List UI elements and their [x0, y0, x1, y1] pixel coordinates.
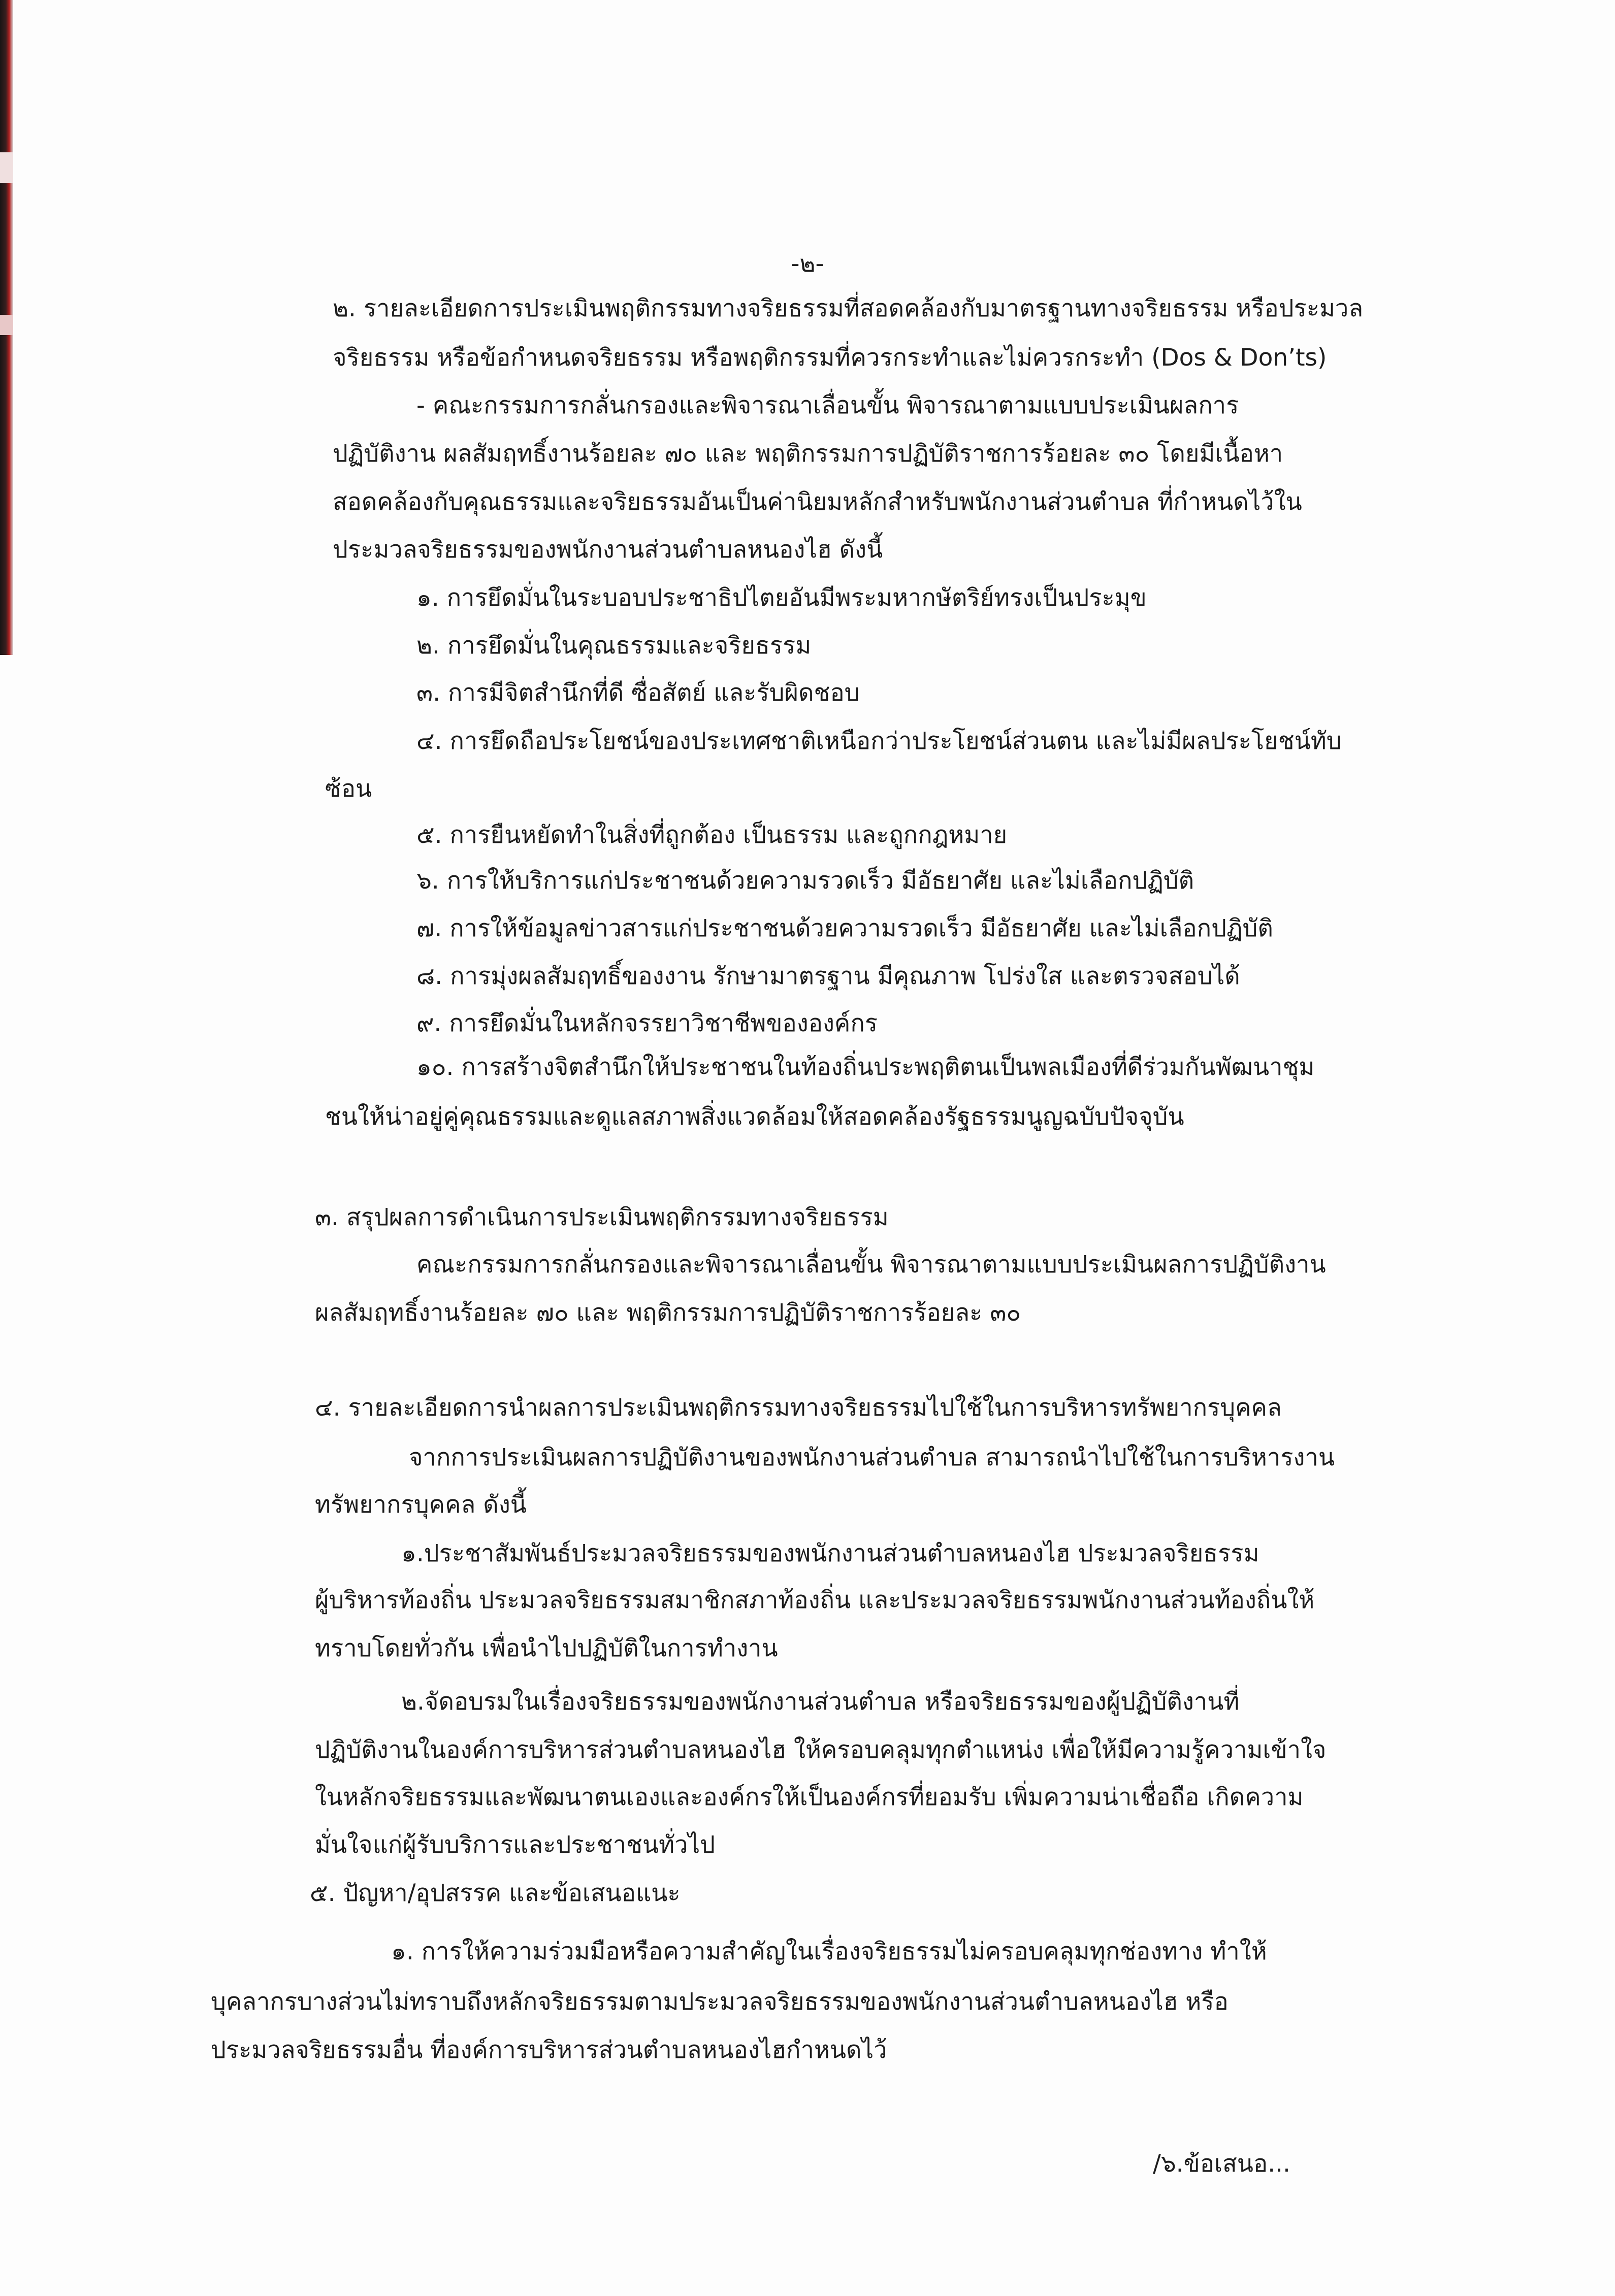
ethics-item-4: ๔. การยึดถือประโยชน์ของประเทศชาติเหนือกว่าประโยชน์ส่วนตน และไม่มีผลประโยชน์ทับ — [416, 727, 1342, 755]
ethics-item-10-cont: ชนให้น่าอยู่คู่คุณธรรมและดูแลสภาพสิ่งแวดล้อมให้สอดคล้องรัฐธรรมนูญฉบับปัจจุบัน — [325, 1103, 1184, 1131]
page-number: -๒- — [791, 250, 824, 278]
section2-paragraph: - คณะกรรมการกลั่นกรองและพิจารณาเลื่อนขั้น พิจารณาตามแบบประเมินผลการ — [416, 391, 1239, 419]
section5-item-1: ๑. การให้ความร่วมมือหรือความสำคัญในเรื่องจริยธรรมไม่ครอบคลุมทุกช่องทาง ทำให้ — [391, 1938, 1267, 1965]
section4-item-2-line: ในหลักจริยธรรมและพัฒนาตนเองและองค์กรให้เป็นองค์กรที่ยอมรับ เพิ่มความน่าเชื่อถือ เกิดความ — [315, 1783, 1304, 1811]
ethics-item-1: ๑. การยึดมั่นในระบอบประชาธิปไตยอันมีพระมหากษัตริย์ทรงเป็นประมุข — [416, 584, 1147, 612]
section4-paragraph: จากการประเมินผลการปฏิบัติงานของพนักงานส่วนตำบล สามารถนำไปใช้ในการบริหารงาน — [409, 1444, 1335, 1471]
ethics-item-5: ๕. การยืนหยัดทำในสิ่งที่ถูกต้อง เป็นธรรม และถูกกฎหมาย — [416, 821, 1008, 849]
ethics-item-4-cont: ซ้อน — [325, 775, 372, 803]
section4-item-1: ๑.ประชาสัมพันธ์ประมวลจริยธรรมของพนักงานส่วนตำบลหนองไฮ ประมวลจริยธรรม — [401, 1539, 1259, 1567]
section4-heading: ๔. รายละเอียดการนำผลการประเมินพฤติกรรมทางจริยธรรมไปใช้ในการบริหารทรัพยากรบุคคล — [315, 1394, 1282, 1422]
ethics-item-6: ๖. การให้บริการแก่ประชาชนด้วยความรวดเร็ว มีอัธยาศัย และไม่เลือกปฏิบัติ — [416, 867, 1194, 895]
ethics-item-8: ๘. การมุ่งผลสัมฤทธิ์ของงาน รักษามาตรฐาน มีคุณภาพ โปร่งใส และตรวจสอบได้ — [416, 962, 1240, 990]
section4-item-1-line: ผู้บริหารท้องถิ่น ประมวลจริยธรรมสมาชิกสภาท้องถิ่น และประมวลจริยธรรมพนักงานส่วนท้องถิ่นให้ — [315, 1586, 1315, 1614]
ethics-item-2: ๒. การยึดมั่นในคุณธรรมและจริยธรรม — [416, 632, 812, 660]
section5-item-1-line: ประมวลจริยธรรมอื่น ที่องค์การบริหารส่วนตำบลหนองไฮกำหนดไว้ — [211, 2036, 887, 2064]
section5-item-1-line: บุคลากรบางส่วนไม่ทราบถึงหลักจริยธรรมตามประมวลจริยธรรมของพนักงานส่วนตำบลหนองไฮ หรือ — [211, 1988, 1229, 2016]
section2-paragraph-line: ปฏิบัติงาน ผลสัมฤทธิ์งานร้อยละ ๗๐ และ พฤติกรรมการปฏิบัติราชการร้อยละ ๓๐ โดยมีเนื้อหา — [333, 440, 1283, 468]
scan-edge-gap — [0, 152, 13, 183]
continuation-note: /๖.ข้อเสนอ... — [1153, 2150, 1290, 2178]
section3-paragraph-line: ผลสัมฤทธิ์งานร้อยละ ๗๐ และ พฤติกรรมการปฏิบัติราชการร้อยละ ๓๐ — [315, 1299, 1021, 1327]
section2-heading-cont: จริยธรรม หรือข้อกำหนดจริยธรรม หรือพฤติกรรมที่ควรกระทำและไม่ควรกระทำ (Dos & Don’ts) — [333, 344, 1327, 372]
section2-heading: ๒. รายละเอียดการประเมินพฤติกรรมทางจริยธรรมที่สอดคล้องกับมาตรฐานทางจริยธรรม หรือประมวล — [333, 294, 1364, 322]
section2-paragraph-line: สอดคล้องกับคุณธรรมและจริยธรรมอันเป็นค่านิยมหลักสำหรับพนักงานส่วนตำบล ที่กำหนดไว้ใน — [333, 488, 1302, 516]
section4-item-2-line: มั่นใจแก่ผู้รับบริการและประชาชนทั่วไป — [315, 1831, 715, 1859]
scan-edge-gap — [0, 315, 13, 335]
section3-paragraph: คณะกรรมการกลั่นกรองและพิจารณาเลื่อนขั้น พิจารณาตามแบบประเมินผลการปฏิบัติงาน — [416, 1251, 1326, 1278]
section4-item-2: ๒.จัดอบรมในเรื่องจริยธรรมของพนักงานส่วนตำบล หรือจริยธรรมของผู้ปฏิบัติงานที่ — [401, 1688, 1240, 1716]
section4-item-2-line: ปฏิบัติงานในองค์การบริหารส่วนตำบลหนองไฮ ให้ครอบคลุมทุกตำแหน่ง เพื่อให้มีความรู้ความเข้าใจ — [315, 1736, 1327, 1764]
section3-heading: ๓. สรุปผลการดำเนินการประเมินพฤติกรรมทางจริยธรรม — [315, 1203, 889, 1231]
ethics-item-10: ๑๐. การสร้างจิตสำนึกให้ประชาชนในท้องถิ่นประพฤติตนเป็นพลเมืองที่ดีร่วมกันพัฒนาชุม — [416, 1053, 1315, 1081]
section2-paragraph-line: ประมวลจริยธรรมของพนักงานส่วนตำบลหนองไฮ ดังนี้ — [333, 536, 883, 564]
ethics-item-7: ๗. การให้ข้อมูลข่าวสารแก่ประชาชนด้วยความรวดเร็ว มีอัธยาศัย และไม่เลือกปฏิบัติ — [416, 914, 1273, 942]
ethics-item-3: ๓. การมีจิตสำนึกที่ดี ซื่อสัตย์ และรับผิดชอบ — [416, 679, 860, 707]
section5-heading: ๕. ปัญหา/อุปสรรค และข้อเสนอแนะ — [310, 1879, 681, 1907]
scan-edge-shadow — [0, 0, 13, 655]
ethics-item-9: ๙. การยึดมั่นในหลักจรรยาวิชาชีพขององค์กร — [416, 1009, 878, 1037]
section4-paragraph-line: ทรัพยากรบุคคล ดังนี้ — [315, 1491, 527, 1519]
section4-item-1-line: ทราบโดยทั่วกัน เพื่อนำไปปฏิบัติในการทำงาน — [315, 1634, 778, 1662]
